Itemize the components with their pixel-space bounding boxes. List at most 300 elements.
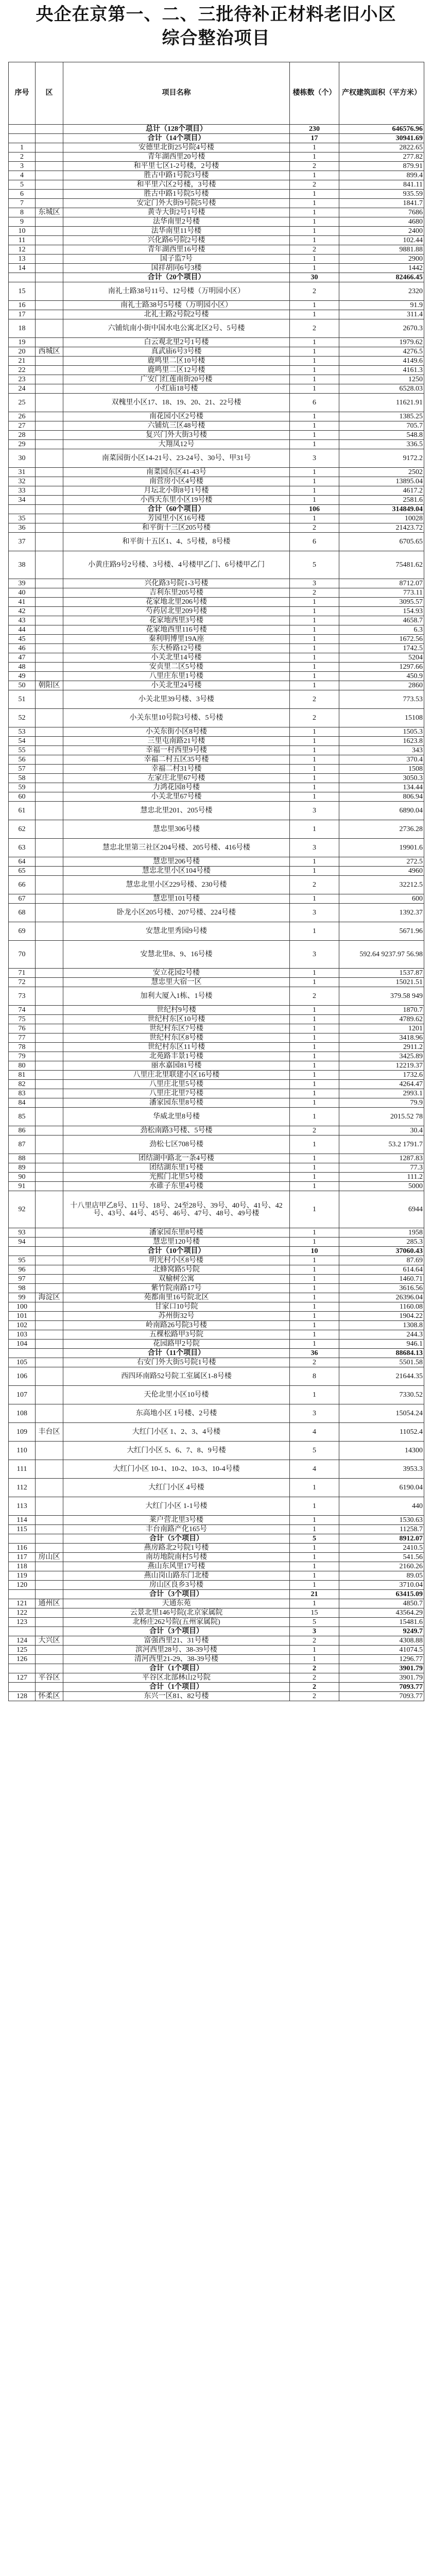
cell-area: 30.4	[339, 1126, 424, 1136]
cell-district	[36, 1571, 63, 1581]
summary-row	[9, 1534, 424, 1544]
cell-project-name: 东大桥路12号楼	[63, 644, 290, 653]
cell-area: 336.5	[339, 440, 424, 449]
table-row	[9, 1553, 424, 1562]
cell-seq: 31	[9, 468, 36, 477]
cell-area: 2400	[339, 227, 424, 236]
cell-area: 3616.56	[339, 1284, 424, 1293]
cell-project-name: 力鸿花园8号楼	[63, 783, 290, 792]
cell-project-name: 紫竹院南路17号	[63, 1284, 290, 1293]
cell-area: 6.3	[339, 625, 424, 635]
cell-building-count: 1	[290, 1163, 339, 1173]
cell-project-name: 幸福二村五区35号楼	[63, 755, 290, 765]
cell-building-count: 1	[290, 431, 339, 440]
cell-seq: 114	[9, 1516, 36, 1525]
table-row	[9, 774, 424, 783]
cell-district	[36, 264, 63, 273]
cell-building-count: 1	[290, 663, 339, 672]
cell-building-count: 1	[290, 672, 339, 681]
cell-building-count: 1	[290, 746, 339, 755]
cell-project-name: 光熙门北里5号楼	[63, 1173, 290, 1182]
cell-building-count: 3	[290, 449, 339, 468]
cell-district	[36, 486, 63, 496]
table-row	[9, 468, 424, 477]
table-row	[9, 681, 424, 690]
table-row	[9, 1015, 424, 1024]
cell-project-name: 富强西里21、31号楼	[63, 1636, 290, 1646]
cell-project-name: 五棵松路甲3号院	[63, 1330, 290, 1340]
table-row	[9, 199, 424, 208]
cell-seq: 84	[9, 1098, 36, 1108]
cell-building-count: 1	[290, 1265, 339, 1275]
cell-district	[36, 1358, 63, 1367]
cell-project-name: 鹿鸣里二区10号楼	[63, 357, 290, 366]
cell-project-name: 国子监7号	[63, 255, 290, 264]
table-row	[9, 1516, 424, 1525]
cell-area: 37060.43	[339, 1247, 424, 1256]
cell-district	[36, 1590, 63, 1599]
cell-project-name: 合计（5个项目）	[63, 1534, 290, 1544]
table-row	[9, 1646, 424, 1655]
cell-building-count: 1	[290, 477, 339, 486]
cell-district	[36, 755, 63, 765]
cell-project-name: 北礼士路2号院2号楼	[63, 310, 290, 319]
cell-seq: 110	[9, 1442, 36, 1460]
cell-seq: 47	[9, 653, 36, 663]
cell-area: 841.11	[339, 180, 424, 190]
table-row	[9, 1052, 424, 1061]
cell-project-name: 慧忠北里小区229号楼、230号楼	[63, 876, 290, 894]
cell-district	[36, 598, 63, 607]
cell-area: 4264.47	[339, 1080, 424, 1089]
table-row	[9, 1154, 424, 1163]
cell-project-name: 六铺炕三区48号楼	[63, 421, 290, 431]
cell-seq: 53	[9, 727, 36, 737]
cell-building-count: 4	[290, 1423, 339, 1442]
summary-row	[9, 505, 424, 514]
cell-district	[36, 255, 63, 264]
header-area: 产权建筑面积（平方米）	[339, 62, 424, 125]
cell-building-count: 1	[290, 1284, 339, 1293]
cell-building-count: 1	[290, 607, 339, 616]
cell-project-name: 月坛北小街8号1号楼	[63, 486, 290, 496]
cell-area: 4161.3	[339, 366, 424, 375]
cell-seq: 37	[9, 533, 36, 551]
cell-area: 1297.66	[339, 663, 424, 672]
table-row	[9, 384, 424, 394]
cell-district	[36, 635, 63, 644]
cell-seq: 19	[9, 338, 36, 347]
cell-area: 4149.6	[339, 357, 424, 366]
table-row	[9, 421, 424, 431]
cell-district	[36, 1098, 63, 1108]
cell-area: 773.11	[339, 588, 424, 598]
cell-project-name: 卧龙小区205号楼、207号楼、224号楼	[63, 904, 290, 922]
cell-building-count: 2	[290, 1673, 339, 1683]
table-row	[9, 598, 424, 607]
cell-project-name: 燕房路北2号院1号楼	[63, 1544, 290, 1553]
cell-area: 1841.7	[339, 199, 424, 208]
cell-district	[36, 1006, 63, 1015]
cell-area: 14300	[339, 1442, 424, 1460]
cell-building-count: 6	[290, 533, 339, 551]
cell-area: 4680	[339, 217, 424, 227]
cell-district	[36, 737, 63, 746]
cell-building-count: 1	[290, 1006, 339, 1015]
table-row	[9, 792, 424, 802]
cell-district	[36, 1618, 63, 1627]
cell-area: 1201	[339, 1024, 424, 1033]
cell-area: 1385.25	[339, 412, 424, 421]
cell-district	[36, 319, 63, 338]
cell-building-count: 1	[290, 1497, 339, 1516]
cell-project-name: 合计（3个项目）	[63, 1590, 290, 1599]
cell-seq: 111	[9, 1460, 36, 1479]
cell-area: 2822.65	[339, 143, 424, 152]
cell-district	[36, 375, 63, 384]
cell-district	[36, 644, 63, 653]
cell-building-count: 1	[290, 1321, 339, 1330]
cell-building-count: 1	[290, 653, 339, 663]
cell-project-name: 丽水嘉园81号楼	[63, 1061, 290, 1071]
cell-seq	[9, 1247, 36, 1256]
cell-area: 6528.03	[339, 384, 424, 394]
summary-row	[9, 1349, 424, 1358]
cell-building-count: 1	[290, 1525, 339, 1534]
cell-building-count: 1	[290, 338, 339, 347]
cell-building-count: 30	[290, 273, 339, 282]
cell-area: 4617.2	[339, 486, 424, 496]
cell-seq: 116	[9, 1544, 36, 1553]
cell-building-count: 2	[290, 282, 339, 301]
cell-district	[36, 1655, 63, 1664]
cell-project-name: 花园路甲2号院	[63, 1340, 290, 1349]
cell-seq: 54	[9, 737, 36, 746]
cell-seq: 117	[9, 1553, 36, 1562]
table-row	[9, 486, 424, 496]
cell-project-name: 左家庄北里67号楼	[63, 774, 290, 783]
cell-building-count: 17	[290, 134, 339, 143]
cell-project-name: 大红门小区 4号楼	[63, 1479, 290, 1497]
table-row	[9, 876, 424, 894]
cell-district	[36, 894, 63, 904]
cell-seq: 30	[9, 449, 36, 468]
cell-building-count: 1	[290, 783, 339, 792]
table-row	[9, 245, 424, 255]
cell-building-count: 2	[290, 588, 339, 598]
cell-seq: 115	[9, 1525, 36, 1534]
cell-seq: 12	[9, 245, 36, 255]
cell-district	[36, 857, 63, 867]
cell-project-name: 安贞里二区5号楼	[63, 663, 290, 672]
cell-district	[36, 802, 63, 820]
cell-district	[36, 616, 63, 625]
cell-building-count: 1	[290, 1571, 339, 1581]
table-row	[9, 1284, 424, 1293]
cell-seq: 79	[9, 1052, 36, 1061]
cell-area: 53.2 1791.7	[339, 1136, 424, 1154]
cell-area: 1904.22	[339, 1312, 424, 1321]
cell-project-name: 世纪村9号楼	[63, 1006, 290, 1015]
cell-project-name: 合计（10个项目）	[63, 1247, 290, 1256]
cell-project-name: 小西天东里小区19号楼	[63, 496, 290, 505]
cell-building-count: 1	[290, 1080, 339, 1089]
cell-building-count: 1	[290, 598, 339, 607]
cell-project-name: 安德里北街25号院4号楼	[63, 143, 290, 152]
cell-building-count: 1	[290, 264, 339, 273]
cell-area: 450.9	[339, 672, 424, 681]
cell-project-name: 黄寺大街2号1号楼	[63, 208, 290, 217]
table-row	[9, 255, 424, 264]
table-row	[9, 1108, 424, 1126]
cell-building-count: 1	[290, 357, 339, 366]
cell-building-count: 1	[290, 969, 339, 978]
cell-district	[36, 533, 63, 551]
cell-building-count: 1	[290, 635, 339, 644]
cell-project-name: 团结湖东里1号楼	[63, 1163, 290, 1173]
cell-seq: 87	[9, 1136, 36, 1154]
cell-building-count: 1	[290, 894, 339, 904]
table-row	[9, 1024, 424, 1033]
cell-seq	[9, 1590, 36, 1599]
cell-building-count: 1	[290, 774, 339, 783]
cell-district	[36, 867, 63, 876]
table-row	[9, 1460, 424, 1479]
cell-building-count: 1	[290, 1043, 339, 1052]
cell-area: 41074.5	[339, 1646, 424, 1655]
cell-area: 1250	[339, 375, 424, 384]
table-row	[9, 366, 424, 375]
cell-building-count: 1	[290, 1191, 339, 1228]
cell-area: 1672.56	[339, 635, 424, 644]
cell-building-count: 1	[290, 1553, 339, 1562]
cell-district	[36, 273, 63, 282]
cell-project-name: 幸福二村31号楼	[63, 765, 290, 774]
cell-district	[36, 1256, 63, 1265]
cell-building-count: 1	[290, 217, 339, 227]
table-row	[9, 1479, 424, 1497]
cell-area: 154.93	[339, 607, 424, 616]
table-row	[9, 1173, 424, 1182]
title-line-1: 央企在京第一、二、三批待补正材料老旧小区	[36, 5, 396, 24]
table-row	[9, 1228, 424, 1238]
cell-district	[36, 941, 63, 969]
cell-district	[36, 1284, 63, 1293]
table-row	[9, 1191, 424, 1228]
table-row	[9, 1386, 424, 1404]
header-seq: 序号	[9, 62, 36, 125]
cell-seq: 88	[9, 1154, 36, 1163]
cell-building-count: 1	[290, 1256, 339, 1265]
cell-building-count: 3	[290, 1404, 339, 1423]
cell-area: 4658.7	[339, 616, 424, 625]
cell-project-name: 小黄庄路9号2号楼、3号楼、4号楼甲乙门、6号楼甲乙门	[63, 551, 290, 579]
cell-area: 1442	[339, 264, 424, 273]
cell-area: 277.82	[339, 152, 424, 162]
cell-area: 379.58 949	[339, 987, 424, 1006]
cell-district	[36, 1544, 63, 1553]
cell-area: 9172.2	[339, 449, 424, 468]
cell-district	[36, 1043, 63, 1052]
cell-project-name: 真武庙6号3号楼	[63, 347, 290, 357]
cell-building-count: 2	[290, 1358, 339, 1367]
table-row	[9, 755, 424, 765]
cell-project-name: 合计（1个项目）	[63, 1664, 290, 1673]
cell-building-count: 2	[290, 876, 339, 894]
cell-seq: 106	[9, 1367, 36, 1386]
cell-area: 1979.62	[339, 338, 424, 347]
cell-seq: 95	[9, 1256, 36, 1265]
cell-area: 4960	[339, 867, 424, 876]
cell-district	[36, 922, 63, 941]
cell-area: 3901.79	[339, 1664, 424, 1673]
cell-building-count: 1	[290, 1061, 339, 1071]
cell-district: 平谷区	[36, 1673, 63, 1683]
cell-district	[36, 1154, 63, 1163]
cell-seq: 67	[9, 894, 36, 904]
cell-district	[36, 904, 63, 922]
cell-project-name: 南礼士路38号5号楼（万明园小区）	[63, 301, 290, 310]
cell-seq: 21	[9, 357, 36, 366]
cell-seq	[9, 1683, 36, 1692]
cell-project-name: 安慧北里8、9、16号楼	[63, 941, 290, 969]
table-row	[9, 1340, 424, 1349]
cell-area: 5204	[339, 653, 424, 663]
table-row	[9, 357, 424, 366]
cell-seq: 26	[9, 412, 36, 421]
cell-area: 1160.08	[339, 1302, 424, 1312]
cell-building-count: 1	[290, 755, 339, 765]
cell-building-count: 1	[290, 255, 339, 264]
cell-seq: 126	[9, 1655, 36, 1664]
cell-district	[36, 727, 63, 737]
cell-area: 370.4	[339, 755, 424, 765]
table-row	[9, 319, 424, 338]
table-row	[9, 152, 424, 162]
cell-seq: 73	[9, 987, 36, 1006]
cell-district	[36, 663, 63, 672]
cell-area: 1870.7	[339, 1006, 424, 1015]
cell-area: 1308.8	[339, 1321, 424, 1330]
table-row	[9, 1089, 424, 1098]
table-row	[9, 1599, 424, 1608]
cell-project-name: 东兴一区81、82号楼	[63, 1692, 290, 1701]
cell-building-count: 15	[290, 1608, 339, 1618]
cell-seq: 101	[9, 1312, 36, 1321]
cell-area: 134.44	[339, 783, 424, 792]
cell-area: 285.3	[339, 1238, 424, 1247]
cell-area: 1742.5	[339, 644, 424, 653]
cell-project-name: 十八里店甲乙8号、11号、18号、24至28号、39号、40号、41号、42号、43号、44号、45号、46号、47号、48号、49号楼	[63, 1191, 290, 1228]
cell-seq: 27	[9, 421, 36, 431]
cell-project-name: 安定门外大街9号院5号楼	[63, 199, 290, 208]
table-row	[9, 653, 424, 663]
cell-building-count: 1	[290, 681, 339, 690]
cell-project-name: 八里庄北里联建小区16号楼	[63, 1071, 290, 1080]
table-row	[9, 375, 424, 384]
cell-district	[36, 1525, 63, 1534]
table-row	[9, 1636, 424, 1646]
cell-seq: 103	[9, 1330, 36, 1340]
cell-district	[36, 653, 63, 663]
cell-project-name: 花家地西里3号楼	[63, 616, 290, 625]
cell-district	[36, 607, 63, 616]
cell-building-count: 1	[290, 1479, 339, 1497]
cell-seq: 124	[9, 1636, 36, 1646]
cell-building-count: 1	[290, 421, 339, 431]
table-row	[9, 672, 424, 681]
table-row	[9, 616, 424, 625]
cell-seq: 85	[9, 1108, 36, 1126]
cell-district	[36, 421, 63, 431]
cell-project-name: 八里庄北里7号楼	[63, 1089, 290, 1098]
cell-project-name: 合计（11个项目）	[63, 1349, 290, 1358]
cell-seq: 86	[9, 1126, 36, 1136]
cell-seq: 64	[9, 857, 36, 867]
cell-project-name: 大红门小区 1、2、3、4号楼	[63, 1423, 290, 1442]
cell-seq: 43	[9, 616, 36, 625]
cell-project-name: 小关东街小区8号楼	[63, 727, 290, 737]
cell-project-name: 八里庄东里1号楼	[63, 672, 290, 681]
cell-area: 2160.26	[339, 1562, 424, 1571]
table-row	[9, 1256, 424, 1265]
cell-project-name: 慧忠北里第三社区204号楼、205号楼、416号楼	[63, 839, 290, 857]
cell-project-name: 莱户营北里3号楼	[63, 1516, 290, 1525]
cell-project-name: 合计（3个项目）	[63, 1627, 290, 1636]
cell-project-name: 大红门小区 1-1号楼	[63, 1497, 290, 1516]
cell-seq: 39	[9, 579, 36, 588]
cell-district	[36, 1608, 63, 1618]
cell-district	[36, 523, 63, 533]
cell-seq: 28	[9, 431, 36, 440]
cell-district	[36, 1182, 63, 1191]
cell-project-name: 小关北里24号楼	[63, 681, 290, 690]
cell-district	[36, 199, 63, 208]
cell-district	[36, 477, 63, 486]
cell-building-count: 1	[290, 366, 339, 375]
cell-district	[36, 1349, 63, 1358]
cell-seq: 69	[9, 922, 36, 941]
cell-project-name: 青年湖西里20号楼	[63, 152, 290, 162]
cell-district	[36, 236, 63, 245]
cell-building-count: 1	[290, 978, 339, 987]
cell-project-name: 滨河西里28号、38-39号楼	[63, 1646, 290, 1655]
cell-seq: 5	[9, 180, 36, 190]
cell-area: 43564.29	[339, 1608, 424, 1618]
cell-district	[36, 1173, 63, 1182]
cell-building-count: 1	[290, 1340, 339, 1349]
cell-district: 东城区	[36, 208, 63, 217]
table-row	[9, 1673, 424, 1683]
table-row	[9, 412, 424, 421]
cell-project-name: 鹿鸣里二区12号楼	[63, 366, 290, 375]
cell-area: 89.05	[339, 1571, 424, 1581]
cell-project-name: 小关北里39号楼、3号楼	[63, 690, 290, 709]
cell-project-name: 安立花园2号楼	[63, 969, 290, 978]
cell-seq: 17	[9, 310, 36, 319]
cell-seq: 105	[9, 1358, 36, 1367]
cell-project-name: 南营房小区4号楼	[63, 477, 290, 486]
cell-building-count: 5	[290, 1618, 339, 1627]
project-table	[8, 62, 424, 1701]
cell-building-count: 2	[290, 690, 339, 709]
cell-building-count: 2	[290, 162, 339, 171]
cell-district	[36, 440, 63, 449]
table-row	[9, 978, 424, 987]
cell-building-count: 1	[290, 1581, 339, 1590]
cell-project-name: 大翔凤12号	[63, 440, 290, 449]
cell-seq	[9, 125, 36, 134]
